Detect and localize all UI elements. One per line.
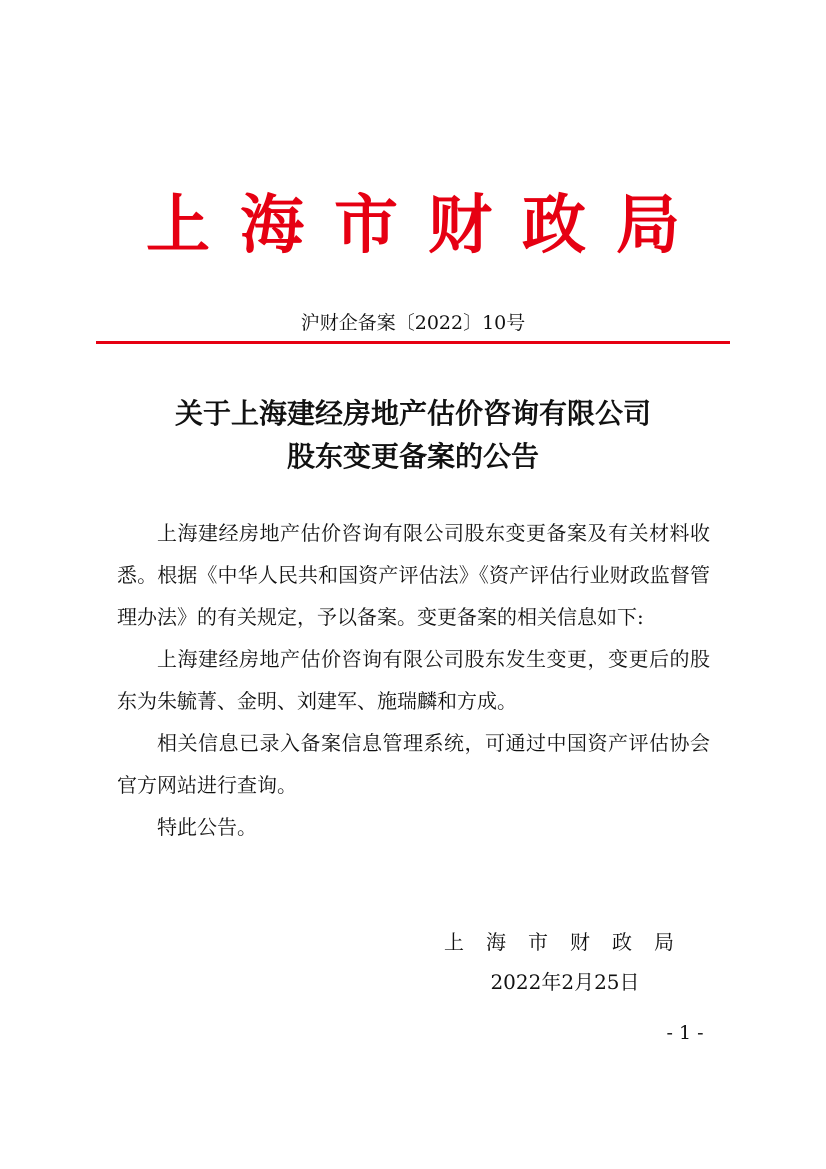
red-divider-line [96,341,730,344]
document-body [117,512,710,848]
signature-block [420,922,710,1002]
page-number: - 1 - [666,1022,704,1044]
body-paragraph-1: 上海建经房地产估价咨询有限公司股东变更备案及有关材料收悉。根据《中华人民共和国资产评估法》《资产评估行业财政监督管理办法》的有关规定，予以备案。变更备案的相关信息如下: [117,521,710,629]
body-paragraph-3: 相关信息已录入备案信息管理系统，可通过中国资产评估协会官方网站进行查询。 [117,731,710,797]
issuer-masthead: 上海市财政局 [146,188,710,263]
title-line-1: 关于上海建经房地产估价咨询有限公司 [174,397,651,430]
document-title [0,392,826,478]
body-paragraph-4: 特此公告。 [157,815,257,839]
signature-org: 上海市财政局 [444,930,696,954]
title-line-2: 股东变更备案的公告 [286,440,539,473]
signature-date: 2022年2月25日 [490,970,640,994]
document-number: 沪财企备案〔2022〕10号 [300,312,526,334]
body-paragraph-2: 上海建经房地产估价咨询有限公司股东发生变更，变更后的股东为朱毓菁、金明、刘建军、施瑞麟和方成。 [117,647,710,713]
